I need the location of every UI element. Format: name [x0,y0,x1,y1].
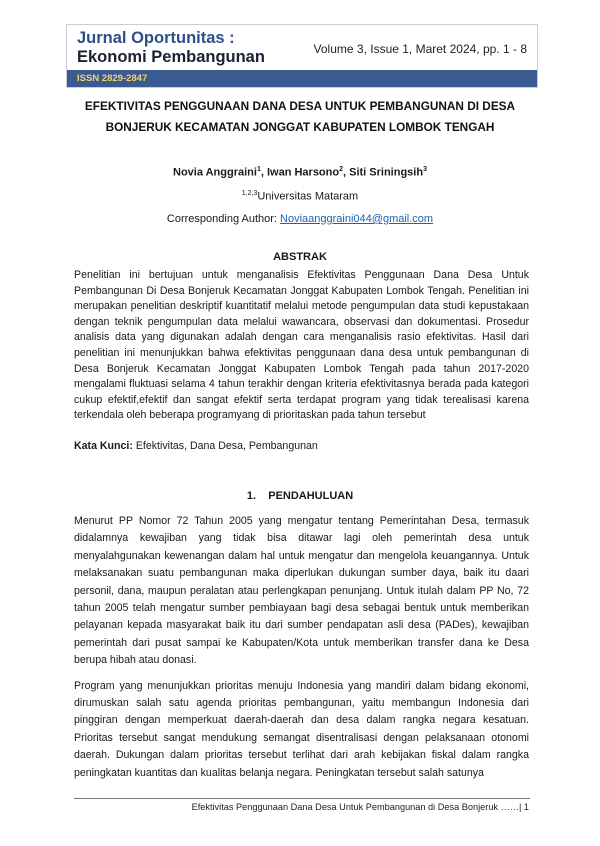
body-text [74,513,529,790]
paper-title-line2: BONJERUK KECAMATAN JONGGAT KABUPATEN LOMBOK TENGAH [105,120,495,134]
journal-title-line1: Jurnal Oportunitas : [77,29,235,47]
affiliation-sup: 1,2,3 [241,190,258,197]
affiliation-name: Universitas Mataram [257,190,359,203]
affiliation [0,190,600,203]
abstract-text: Penelitian ini bertujuan untuk menganalisis Efektivitas Penggunaan Dana Desa Untuk Pembangunan Di Desa Bonjeruk Kecamatan Jonggat Kabupaten Lombok Tengah. Penelitian ini merupakan penelitian deskriptif kuantitatif melalui metode pengumpulan data studi kepustakaan dengan teknik pengumpulan data melalui wawancara, observasi dan dokumentasi. Prosedur analisis data yang digunakan adalah dengan cara menganalisis rasio efektivitas. Hasil dari penelitian ini menunjukkan bahwa efektivitas penggunaan dana desa untuk pembangunan di Desa Bonjeruk Kecamatan Jonggat Kabupaten Lombok Tengah pada tahun 2017-2020 mengalami fluktuasi selama 4 tahun terakhir dengan kriteria efektivitasnya berada pada kategori cukup efektif,efektif dan sangat efektif serta terdapat program yang tidak terealisasi karena terkendala oleh beberapa programyang di prioritaskan pada tahun tersebut [74,269,529,422]
author-sup: 2 [339,166,343,173]
issue-info: Volume 3, Issue 1, Maret 2024, pp. 1 - 8 [313,42,527,56]
author-sup: 1 [256,166,261,173]
author-name: Iwan Harsono [266,166,340,179]
paper-title [60,96,540,138]
author-separator: , [260,166,267,179]
keywords-value: Efektivitas, Dana Desa, Pembangunan [132,440,318,452]
corresponding-label: Corresponding Author: [166,213,281,225]
keywords-label: Kata Kunci: [74,440,133,452]
author-list [0,166,600,179]
journal-header [66,24,538,88]
author-name: Siti Sriningsih [349,166,424,179]
journal-title-line2: Ekonomi Pembangunan [77,48,265,66]
paragraph: Menurut PP Nomor 72 Tahun 2005 yang mengatur tentang Pemerintahan Desa, termasuk didalamnya kewajiban yang tidak bisa ditawar lagi oleh pemerintah desa untuk menyalahgunakan kewenangan dalam hal untuk mengatur dan mengelola keuangannya. Untuk melaksanakan suatu pembangunan maka diperlukan dukungan sumber daya, baik itu daari personil, dana, maupun peralatan atau perlengkapan penunjang. Untuk itulah dalam PP No, 72 tahun 2005 telah mengatur sumber pembiayaan bagi desa sebagai bentuk untuk memberikan pelayanan kepada masyarakat baik itu dari sumber pendapatan asli desa (PADes), kewajiban pemerintah dari pusat sampai ke Kabupaten/Kota untuk memberikan transfer dana ke Desa berupa hibah atau donasi. [74,515,529,667]
author-separator: , [343,166,350,179]
paragraph: Program yang menunjukkan prioritas menuju Indonesia yang mandiri dalam bidang ekonomi, dirumuskan salah satu agenda prioritas pembangunan, yaitu membangun Indonesia dari pinggiran dengan memperkuat daerah-daerah dan desa dalam rangka negara kesatuan. Prioritas tersebut sangat mendukung semangat disentralisasi dengan pelaksanaan otonomi daerah. Dukungan dalam prioritas tersebut terlihat dari arah kebijakan fiskal dalam rangka peningkatan kuantitas dan kualitas belanja negara. Peningkatan tersebut salah satunya [74,679,529,779]
author-sup: 3 [423,166,427,173]
email-link[interactable]: Noviaanggraini044@gmail.com [280,213,434,225]
abstract-heading: ABSTRAK [273,251,327,263]
journal-title [77,29,265,67]
corresponding-author [0,213,600,225]
author-name: Novia Anggraini [173,166,257,179]
issn-bar: ISSN 2829-2847 [67,70,537,87]
section-heading: 1. PENDAHULUAN [246,490,354,502]
page-footer: Efektivitas Penggunaan Dana Desa Untuk Pembangunan di Desa Bonjeruk ……| 1 [191,802,529,812]
footer-divider [74,798,530,799]
keywords [74,440,529,452]
paper-title-line1: EFEKTIVITAS PENGGUNAAN DANA DESA UNTUK PEMBANGUNAN DI DESA [84,99,516,113]
